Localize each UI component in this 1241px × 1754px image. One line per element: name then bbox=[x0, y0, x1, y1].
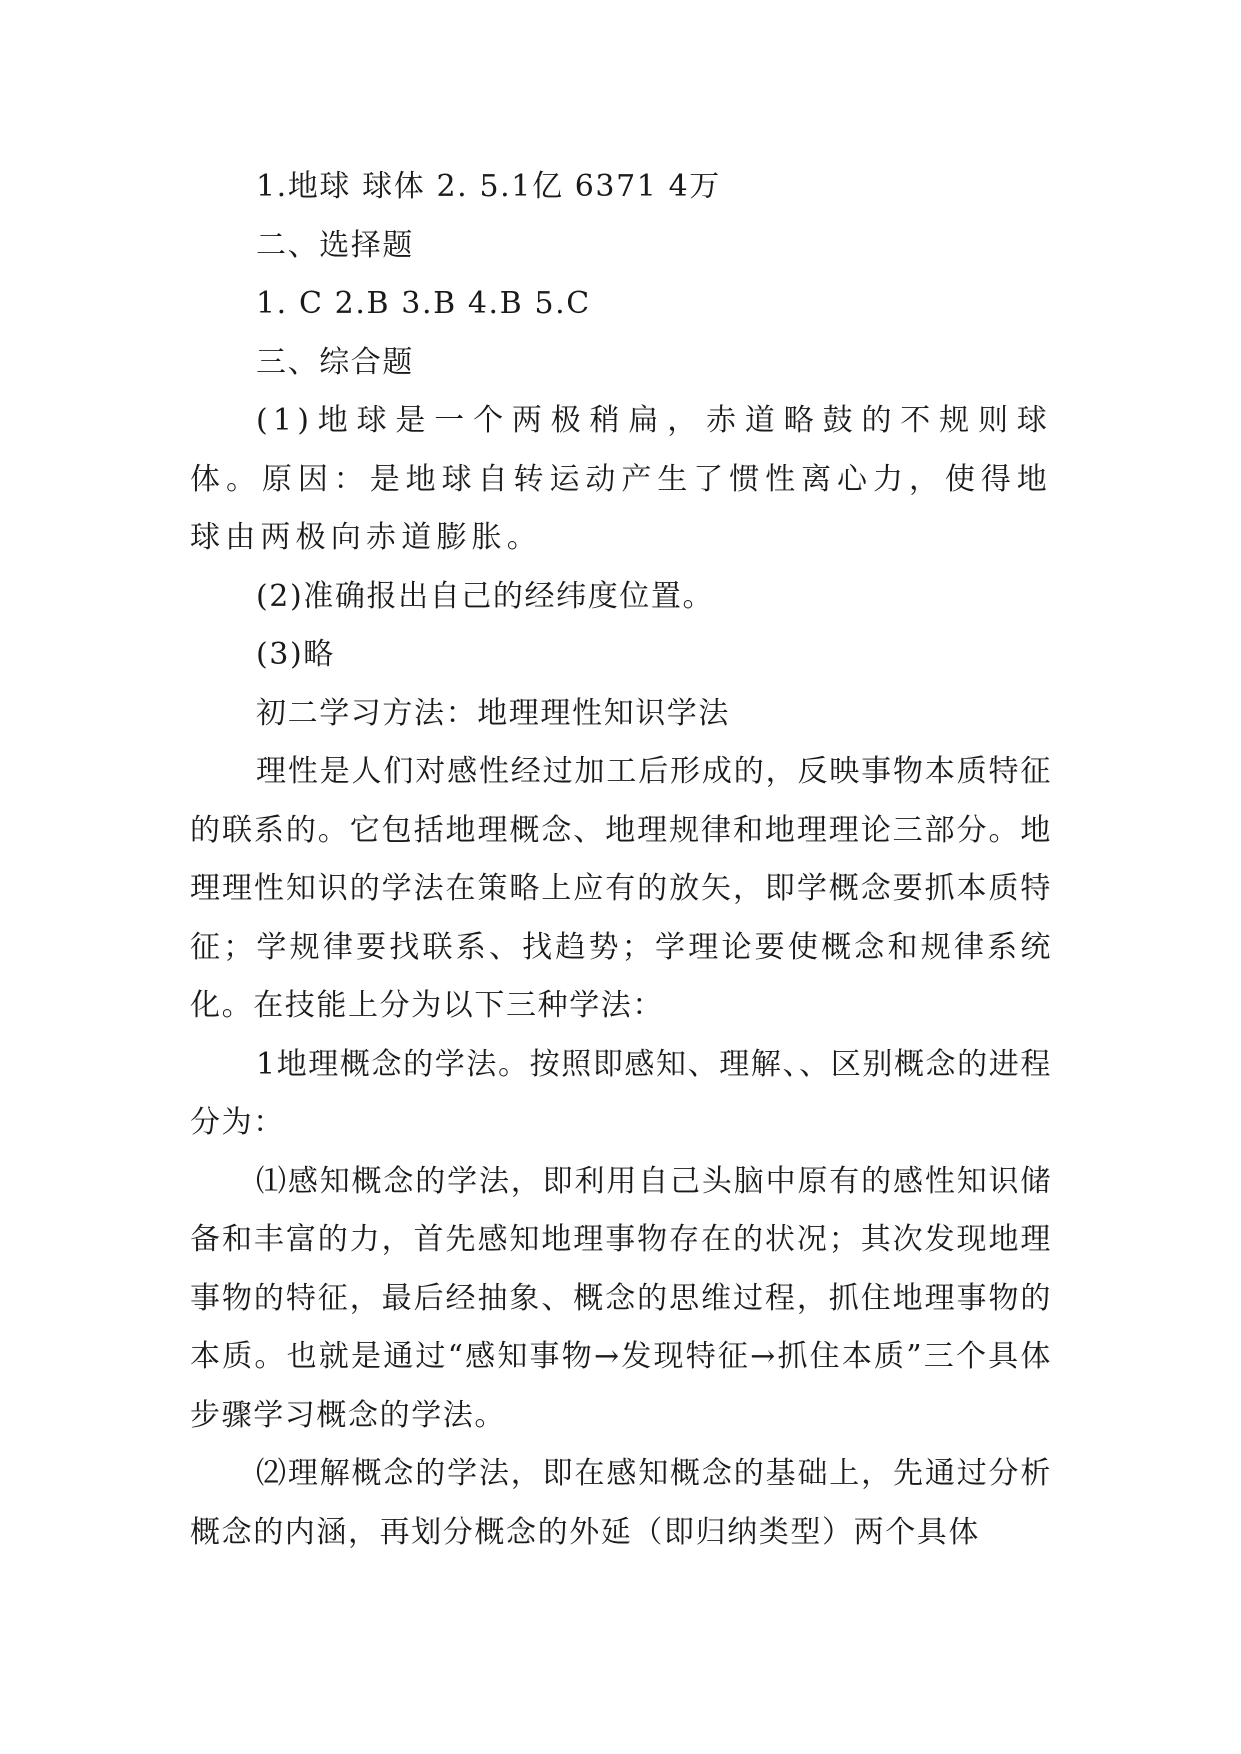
section-heading-choice: 二、选择题 bbox=[256, 227, 414, 263]
answer-choice: 1. C 2.B 3.B 4.B 5.C bbox=[256, 286, 591, 321]
article-title: 初二学习方法：地理理性知识学法 bbox=[256, 695, 730, 731]
body-paragraph: ⑴感知概念的学法，即利用自己头脑中原有的感性知识储备和丰富的力，首先感知地理事物存在的状况；其次发现地理事物的特征，最后经抽象、概念的思维过程，抓住地理事物的本质。也就是通过“感知事物→发现特征→抓住本质”三个具体步骤学习概念的学法。 bbox=[190, 1163, 1052, 1433]
answer-comprehensive-3: (3)略 bbox=[256, 637, 335, 672]
body-paragraph: 1地理概念的学法。按照即感知、理解、、区别概念的进程分为： bbox=[190, 1046, 1052, 1140]
document-body bbox=[190, 158, 1052, 1562]
body-paragraph: ⑵理解概念的学法，即在感知概念的基础上，先通过分析概念的内涵，再划分概念的外延（即归纳类型）两个具体 bbox=[190, 1456, 1052, 1550]
body-paragraph: 理性是人们对感性经过加工后形成的，反映事物本质特征的联系的。它包括地理概念、地理规律和地理理论三部分。地理理性知识的学法在策略上应有的放矢，即学概念要抓本质特征；学规律要找联系、找趋势；学理论要使概念和规律系统化。在技能上分为以下三种学法： bbox=[190, 754, 1052, 1023]
section-heading-comprehensive: 三、综合题 bbox=[256, 344, 414, 380]
answer-comprehensive-1: (1)地球是一个两极稍扁，赤道略鼓的不规则球体。原因：是地球自转运动产生了惯性离心力，使得地球由两极向赤道膨胀。 bbox=[190, 403, 1052, 555]
answer-fill-in: 1.地球 球体 2. 5.1亿 6371 4万 bbox=[256, 169, 721, 204]
answer-comprehensive-2: (2)准确报出自己的经纬度位置。 bbox=[256, 578, 715, 614]
